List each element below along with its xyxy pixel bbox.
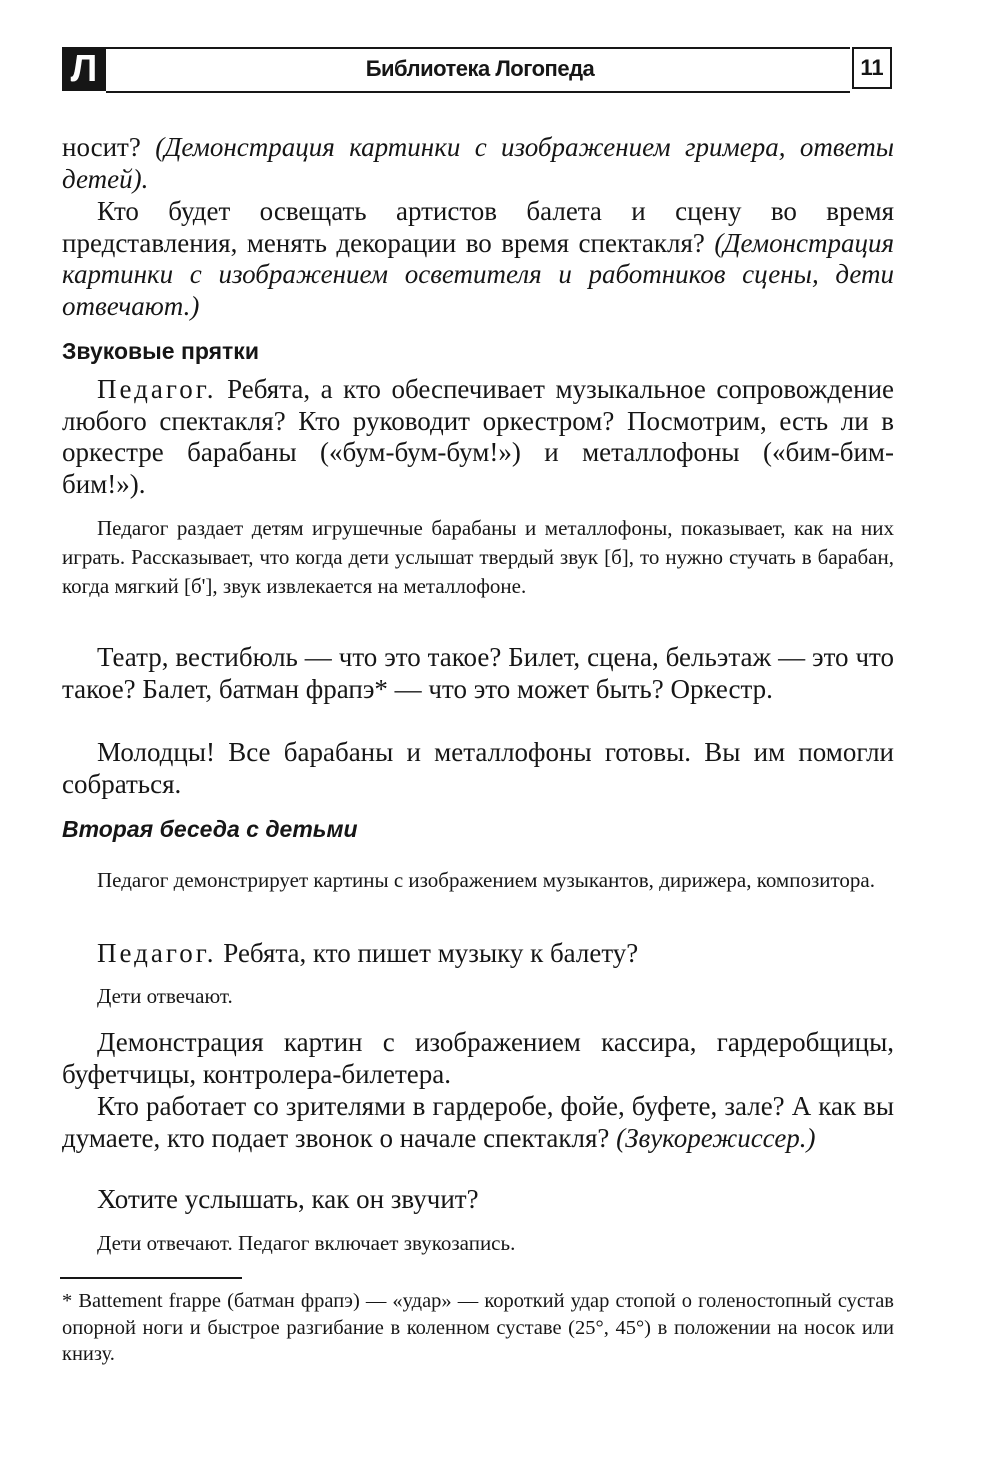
footnote: * Battement frappe (батман фрапэ) — «удар» — короткий удар стопой о голеностопный сустав опорной ноги и быстрое разгибание в коленном суставе (25°, 45°) в положении на носок или книзу. xyxy=(62,1290,894,1365)
running-title: Библиотека Логопеда xyxy=(365,56,595,81)
paragraph-8 xyxy=(62,1091,894,1154)
series-logo: Л xyxy=(62,47,106,91)
paragraph-1 xyxy=(62,132,894,195)
paragraph-7: Демонстрация картин с изображением кассира, гардеробщицы, буфетчицы, контролера-билетера. xyxy=(62,1027,894,1089)
paragraph-4: Театр, вестибюль — что это такое? Билет, сцена, бельэтаж — это что такое? Балет, батман фрапэ* — что это может быть? Оркестр. xyxy=(62,642,894,704)
section-heading-second-talk: Вторая беседа с детьми xyxy=(62,816,358,842)
paragraph-2-text: Кто будет освещать артистов балета и сцену во время представления, менять декорации во время спектакля? xyxy=(62,196,894,258)
paragraph-3 xyxy=(62,374,894,500)
paragraph-1-text: носит? xyxy=(62,132,156,162)
paragraph-8-stage-direction: (Звукорежиссер.) xyxy=(616,1122,816,1153)
stage-note-2: Педагог демонстрирует картины с изображением музыкантов, дирижера, композитора. xyxy=(97,868,875,892)
paragraph-6-text: Ребята, кто пишет музыку к балету? xyxy=(216,938,639,968)
footnote-rule xyxy=(60,1277,242,1279)
paragraph-9: Хотите услышать, как он звучит? xyxy=(97,1184,479,1214)
speaker-label: Педагог. xyxy=(97,374,217,404)
paragraph-2-stage-direction: (Демонстрация картинки с изображением осветителя и работников сцены, дети отвечают.) xyxy=(62,227,894,321)
paragraph-5: Молодцы! Все барабаны и металлофоны готовы. Вы им помогли собраться. xyxy=(62,737,894,799)
page-number: 11 xyxy=(852,47,892,89)
speaker-label: Педагог. xyxy=(97,938,217,968)
paragraph-3-text: Ребята, а кто обеспечивает музыкальное сопровождение любого спектакля? Кто руководит оркестром? Посмотрим, есть ли в оркестре барабаны («бум-бум-бум!») и металлофоны («бим-бим-бим!»). xyxy=(62,374,894,499)
paragraph-8-text: Кто работает со зрителями в гардеробе, фойе, буфете, зале? А как вы думаете, кто подает звонок о начале спектакля? xyxy=(62,1091,894,1153)
stage-note-4: Дети отвечают. Педагог включает звукозапись. xyxy=(97,1231,516,1255)
paragraph-1-stage-direction: (Демонстрация картинки с изображением гримера, ответы детей). xyxy=(62,132,894,194)
stage-note-1: Педагог раздает детям игрушечные барабаны и металлофоны, показывает, как на них играть. Рассказывает, что когда дети услышат твердый звук [б], то нужно стучать в барабан, когда мягкий [б'], звук извлекается на металлофоне. xyxy=(62,516,894,598)
section-heading-sound-hide-and-seek: Звуковые прятки xyxy=(62,338,259,364)
paragraph-2 xyxy=(62,196,894,322)
stage-note-3: Дети отвечают. xyxy=(97,984,233,1008)
paragraph-6 xyxy=(62,938,894,970)
